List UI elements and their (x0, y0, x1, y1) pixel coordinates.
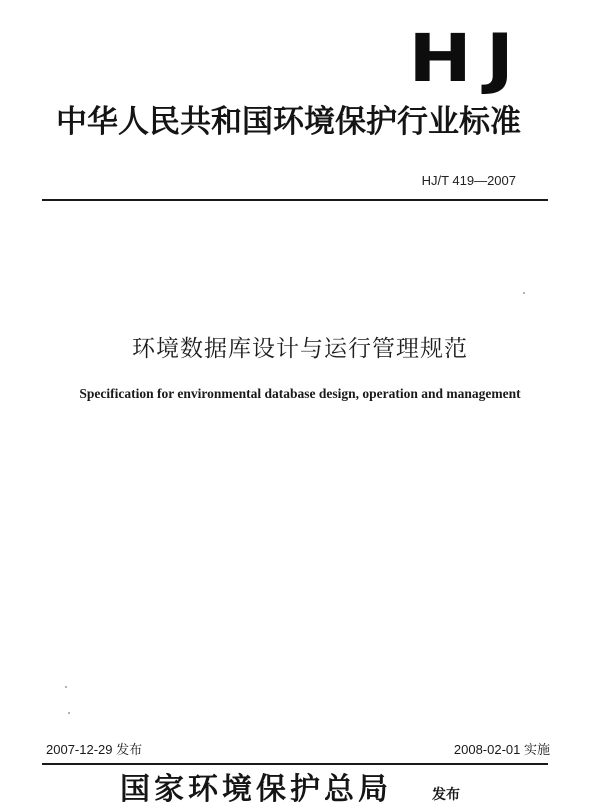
issue-date: 2007-12-29 发布 (46, 742, 143, 757)
publisher-suffix: 发布 (432, 787, 460, 803)
hj-logo: HJ (408, 20, 528, 97)
publisher-name: 国家环境保护总局 (120, 772, 392, 807)
implementation-date: 2008-02-01 实施 (453, 742, 550, 757)
bottom-divider (42, 763, 548, 765)
organization-title: 中华人民共和国环境保护行业标准 (56, 104, 521, 140)
top-divider (42, 199, 548, 201)
scan-speck (68, 712, 70, 714)
scan-speck (65, 686, 67, 688)
english-title: Specification for environmental database design, operation and management (79, 386, 521, 401)
scan-speck (523, 292, 525, 294)
standard-code: HJ/T 419—2007 (421, 173, 516, 188)
chinese-title: 环境数据库设计与运行管理规范 (132, 336, 468, 362)
